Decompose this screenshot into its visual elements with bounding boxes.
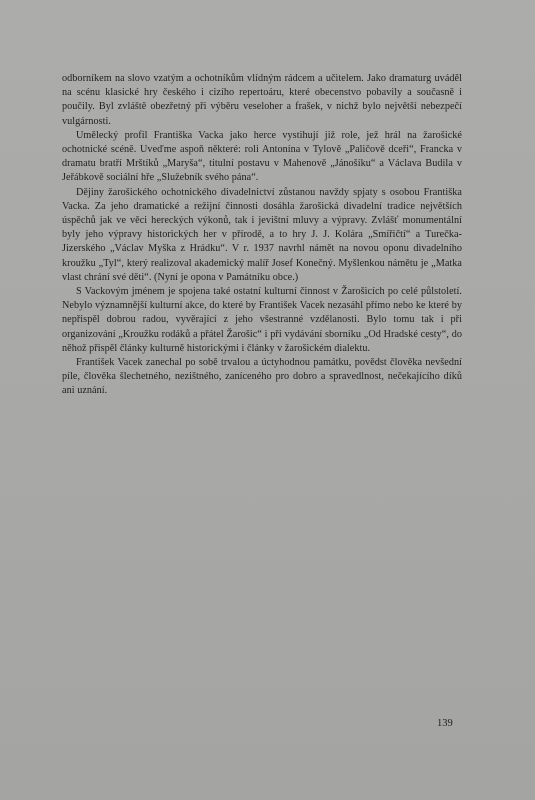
paragraph-3: Dějiny žarošického ochotnického divadelnictví zůstanou navždy spjaty s osobou Františka Vacka. Za jeho dramatické a režijní činnosti dosáhla žarošická divadelní tradice největších úspěchů jak ve věci hereckých výkonů, tak i jevištní mluvy a výpravy. Zvlášť monumentální byly jeho výpravy historických her v přírodě, a to hry J. J. Kolára „Smířičtí“ a Turečka-Jizerského „Václav Myška z Hrádku“. V r. 1937 navrhl námět na novou oponu divadelního kroužku „Tyl“, který realizoval akademický malíř Josef Konečný. Myšlenkou námětu je „Matka vlast chrání své děti“. (Nyní je opona v Památníku obce.) bbox=[62, 186, 462, 283]
page-number: 139 bbox=[437, 718, 453, 729]
paragraph-4: S Vackovým jménem je spojena také ostatní kulturní činnost v Žarošicích po celé půlstoletí. Nebylo významnější kulturní akce, do které by František Vacek nezasáhl přímo nebo ke které by nepřispěl dobrou radou, vyvěrající z jeho všestranné vzdělanosti. Bylo tomu tak i při organizování „Kroužku rodáků a přátel Žarošic“ i při vydávání sborníku „Od Hradské cesty“, do něhož přispěl články kulturně historickými i články v žarošickém dialektu. bbox=[62, 286, 462, 354]
paragraph-1: odborníkem na slovo vzatým a ochotníkům vlídným rádcem a učitelem. Jako dramaturg uváděl na scénu klasické hry českého i cizího repertoáru, které obecenstvo pobavily a současně i poučily. Byl zvláště obezřetný při výběru veseloher a frašek, v nichž bylo největší nebezpečí vulgárnosti. bbox=[62, 73, 462, 127]
body-text bbox=[62, 72, 462, 399]
paragraph-5: František Vacek zanechal po sobě trvalou a úctyhodnou památku, povědst člověka nevšední píle, člověka šlechetného, nezištného, zaníceného pro dobro a spravedlnost, nečekajícího díků ani uznání. bbox=[62, 357, 462, 397]
paragraph-2: Umělecký profil Františka Vacka jako herce vystihují již role, jež hrál na žarošické ochotnické scéně. Uveďme aspoň některé: roli Antonína v Tylově „Paličově dceři“, Francka v dramatu bratří Mrštíků „Maryša“, titulní postavu v Mahenově „Jánošíku“ a Václava Budila v Jeřábkově sociální hře „Služebník svého pána“. bbox=[62, 129, 462, 184]
